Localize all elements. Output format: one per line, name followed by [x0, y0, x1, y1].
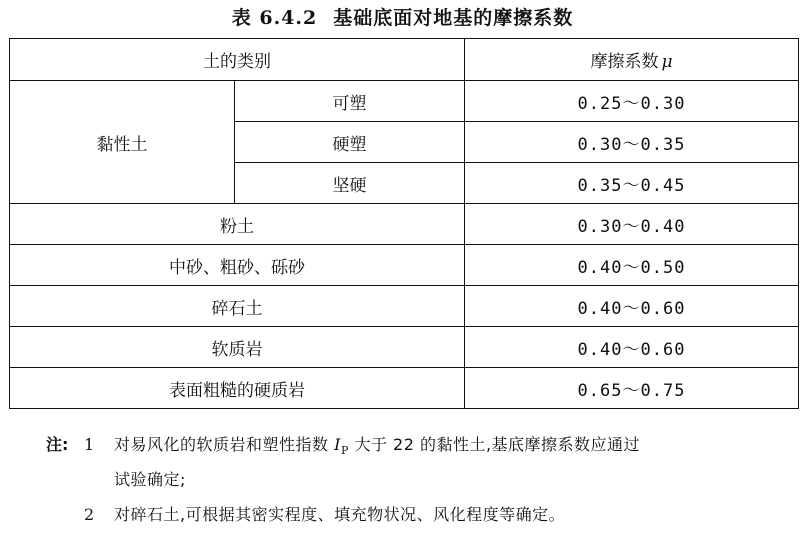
table-row [10, 368, 799, 409]
clay-state: 可塑 [235, 81, 465, 122]
clay-state: 坚硬 [235, 163, 465, 204]
soil-type: 软质岩 [10, 327, 465, 368]
symbol-subscript: P [340, 444, 349, 458]
soil-type: 碎石土 [10, 286, 465, 327]
table-row [10, 204, 799, 245]
table-row [10, 81, 799, 122]
friction-value: 0.30～0.40 [465, 204, 799, 245]
note-text: 试验确定; [114, 470, 186, 489]
friction-value: 0.35～0.45 [465, 163, 799, 204]
note-text-part: 大于 22 的黏性土,基底摩擦系数应通过 [354, 435, 641, 454]
table-row [10, 245, 799, 286]
friction-value: 0.40～0.60 [465, 327, 799, 368]
soil-type: 表面粗糙的硬质岩 [10, 368, 465, 409]
table-row [10, 327, 799, 368]
header-coefficient-label: 摩擦系数 [590, 52, 659, 72]
soil-type: 中砂、粗砂、砾砂 [10, 245, 465, 286]
note-index: 1 [84, 435, 95, 454]
friction-value: 0.65～0.75 [465, 368, 799, 409]
clay-state: 硬塑 [235, 122, 465, 163]
table-title [0, 3, 805, 30]
note-text [114, 432, 640, 464]
friction-value: 0.40～0.60 [465, 286, 799, 327]
mu-symbol: μ [661, 52, 673, 72]
friction-value: 0.40～0.50 [465, 245, 799, 286]
clay-label: 黏性土 [10, 81, 235, 204]
table-row [10, 286, 799, 327]
plasticity-index-symbol [334, 435, 349, 458]
friction-coefficient-table [9, 38, 799, 409]
header-soil-type: 土的类别 [10, 39, 465, 81]
notes-label: 注: [46, 435, 69, 454]
table-caption: 基础底面对地基的摩擦系数 [333, 7, 574, 29]
header-coefficient [465, 39, 799, 81]
note-text-part: 对易风化的软质岩和塑性指数 [114, 435, 329, 454]
table-header-row [10, 39, 799, 81]
table-number: 表 6.4.2 [231, 7, 318, 29]
note-index: 2 [84, 505, 95, 524]
friction-value: 0.25～0.30 [465, 81, 799, 122]
friction-value: 0.30～0.35 [465, 122, 799, 163]
note-text: 对碎石土,可根据其密实程度、填充物状况、风化程度等确定。 [114, 505, 566, 524]
soil-type: 粉土 [10, 204, 465, 245]
symbol-letter: I [334, 435, 341, 454]
